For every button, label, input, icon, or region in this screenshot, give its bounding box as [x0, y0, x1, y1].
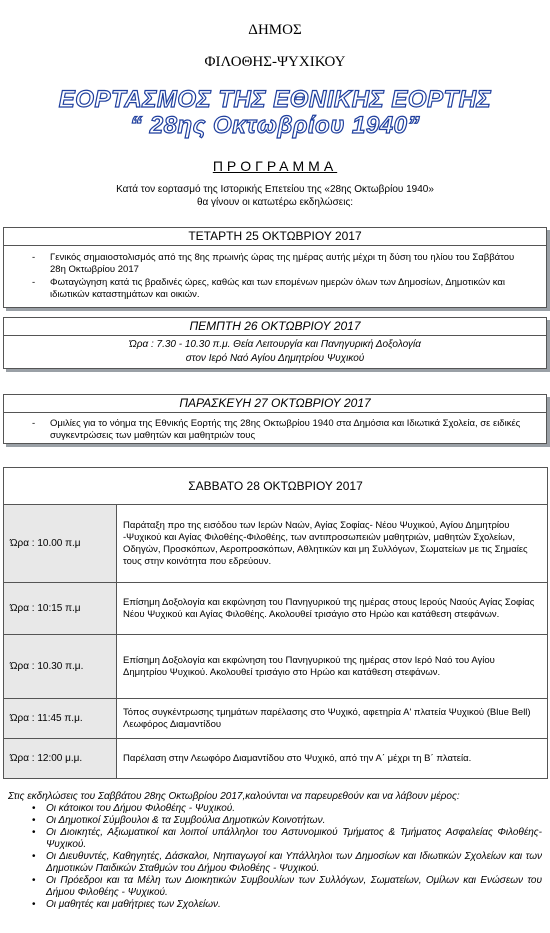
schedule-time: Ώρα : 10:15 π.μ	[4, 583, 117, 635]
day-title-saturday: ΣΑΒΒΑΤΟ 28 ΟΚΤΩΒΡΙΟΥ 2017	[4, 468, 548, 505]
schedule-description: Παράταξη προ της εισόδου των Ιερών Ναών, Αγίας Σοφίας- Νέου Ψυχικού, Αγίου Δημητρίου -Ψυχικού και Αγίας Φιλοθέης-Φιλοθέης, των αντιπροσωπειών μαθητριών, μαθητών Σχολείων, Οδηγών, Προσκόπων, Αεροπροσκόπων, Αθλητικών και μη Συλλόγων, Σωματείων με τις Σημαίες τους στην κοινότητα που εδρεύουν.	[117, 505, 548, 583]
schedule-time: Ώρα : 11:45 π.μ.	[4, 699, 117, 739]
invitees-list	[8, 803, 542, 911]
list-item: • Οι Διευθυντές, Καθηγητές, Δάσκαλοι, Νηπιαγωγοί και Υπάλληλοι των Δημοσίων και Ιδιωτικών Σχολείων και των Δημοτικών Παιδικών Σταθμών του Δήμου Φιλοθέης - Ψυχικού.	[46, 851, 542, 875]
list-item: - Γενικός σημαιοστολισμός από της 8ης πρωινής ώρας της ημέρας αυτής μέχρι τη δύση του ηλίου του Σαββάτου 28η Οκτωβρίου 2017	[50, 252, 532, 276]
day-title-friday: ΠΑΡΑΣΚΕΥΗ 27 ΟΚΤΩΒΡΙΟΥ 2017	[4, 395, 546, 413]
schedule-time: Ώρα : 12:00 μ.μ.	[4, 739, 117, 779]
day-box-wednesday	[3, 227, 547, 308]
table-row	[4, 699, 548, 739]
table-row	[4, 739, 548, 779]
thursday-line2: στον Ιερό Ναό Αγίου Δημητρίου Ψυχικού	[185, 353, 365, 364]
intro-line1: Κατά τον εορτασμό της Ιστορικής Επετείου της «28ης Οκτωβρίου 1940»	[116, 184, 434, 195]
closing-intro: Στις εκδηλώσεις του Σαββάτου 28ης Οκτωβρίου 2017,καλούνται να παρευρεθούν και να λάβουν μέρος:	[8, 791, 460, 802]
list-item: - Ομιλίες για το νόημα της Εθνικής Εορτής της 28ης Οκτωβρίου 1940 στα Δημόσια και Ιδιωτικά Σχολεία, σε ειδικές συγκεντρώσεις των μαθητών και μαθητριών τους	[50, 418, 532, 442]
table-row	[4, 505, 548, 583]
program-intro	[40, 183, 510, 209]
wednesday-list	[4, 252, 546, 301]
list-item: • Οι Διοικητές, Αξιωματικοί και λοιποί υπάλληλοι του Αστυνομικού Τμήματος & Τμήματος Ασφαλείας Φιλοθέης- Ψυχικού.	[46, 827, 542, 851]
intro-line2: θα γίνουν οι κατωτέρω εκδηλώσεις:	[196, 197, 354, 208]
list-item: • Οι κάτοικοι του Δήμου Φιλοθέης - Ψυχικού.	[46, 803, 542, 815]
schedule-description: Τόπος συγκέντρωσης τμημάτων παρέλασης στο Ψυχικό, αφετηρία Α' πλατεία Ψυχικού (Blue Bell) Λεωφόρος Διαμαντίδου	[117, 699, 548, 739]
day-box-friday	[3, 394, 547, 444]
schedule-description: Επίσημη Δοξολογία και εκφώνηση του Πανηγυρικού της ημέρας στον Ιερό Ναό του Αγίου Δημητρίου Ψυχικού. Ακολουθεί τρισάγιο στο Ηρώο και κατάθεση στεφάνων.	[117, 635, 548, 699]
list-item: - Φωταγώγηση κατά τις βραδινές ώρες, καθώς και των επομένων ημερών όλων των Δημοσίων, Δημοτικών και ιδιωτικών καταστημάτων και οικιών.	[50, 277, 532, 301]
thursday-line1: Ώρα : 7.30 - 10.30 π.μ. Θεία Λειτουργία και Πανηγυρική Δοξολογία	[129, 339, 421, 350]
municipality-name-line2: ΦΙΛΟΘΗΣ-ΨΥΧΙΚΟΥ	[204, 54, 346, 70]
schedule-description: Επίσημη Δοξολογία και εκφώνηση του Πανηγυρικού της ημέρας στους Ιερούς Ναούς Αγίας Σοφίας Νέου Ψυχικού και Αγίας Φιλοθέης. Ακολουθεί τρισάγιο στο Ηρώο και κατάθεση στεφάνων.	[117, 583, 548, 635]
saturday-schedule-table	[3, 467, 548, 779]
schedule-time: Ώρα : 10.30 π.μ.	[4, 635, 117, 699]
day-title-wednesday: ΤΕΤΑΡΤΗ 25 ΟΚΤΩΒΡΙΟΥ 2017	[4, 228, 546, 246]
program-title: ΠΡΟΓΡΑΜΜΑ	[212, 158, 338, 174]
municipality-name-line1: ΔΗΜΟΣ	[248, 22, 302, 38]
closing-section	[8, 791, 542, 911]
friday-list	[4, 418, 546, 442]
day-title-thursday: ΠΕΜΠΤΗ 26 ΟΚΤΩΒΡΙΟΥ 2017	[4, 318, 546, 336]
list-item: • Οι Δημοτικοί Σύμβουλοι & τα Συμβούλια Δημοτικών Κοινοτήτων.	[46, 815, 542, 827]
saturday-header-row	[4, 468, 548, 505]
list-item: • Οι Πρόεδροι και τα Μέλη των Διοικητικών Συμβουλίων των Συλλόγων, Σωματείων, Ομίλων και Ενώσεων του Δήμου Φιλοθέης - Ψυχικού.	[46, 875, 542, 899]
event-banner-line2: “ 28ης Οκτωβρίου 1940”	[130, 112, 420, 139]
table-row	[4, 583, 548, 635]
event-banner-line1: ΕΟΡΤΑΣΜΟΣ ΤΗΣ ΕΘΝΙΚΗΣ ΕΟΡΤΗΣ	[58, 86, 492, 113]
day-box-thursday	[3, 317, 547, 369]
schedule-description: Παρέλαση στην Λεωφόρο Διαμαντίδου στο Ψυχικό, από την Α΄ μέχρι τη Β΄ πλατεία.	[117, 739, 548, 779]
table-row	[4, 635, 548, 699]
schedule-time: Ώρα : 10.00 π.μ	[4, 505, 117, 583]
list-item: • Οι μαθητές και μαθήτριες των Σχολείων.	[46, 899, 542, 911]
